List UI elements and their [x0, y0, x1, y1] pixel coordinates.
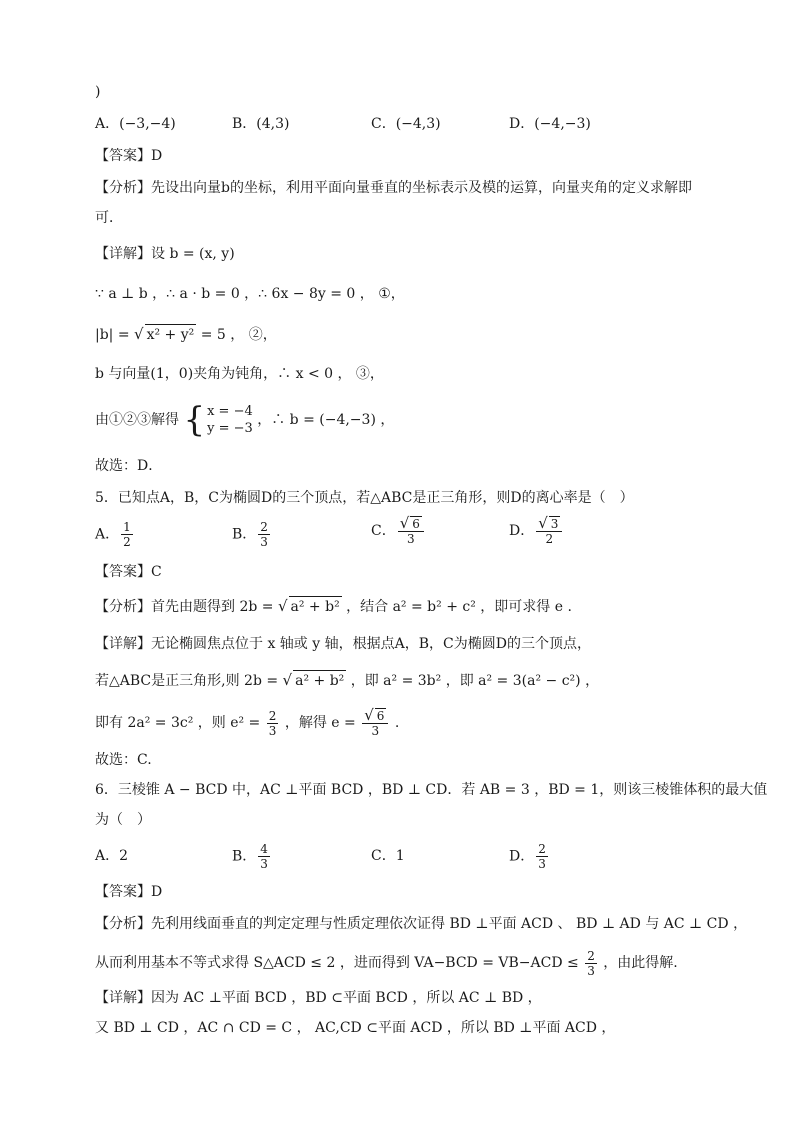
- q4-option-c: C．(−4,3): [371, 116, 441, 132]
- option-label: B．: [232, 848, 257, 865]
- q5-detail-line-2: [95, 670, 599, 691]
- denominator: 3: [260, 535, 268, 549]
- denominator: 3: [268, 723, 277, 738]
- denominator: 2: [123, 535, 131, 549]
- q4-detail-line-3: [95, 324, 277, 345]
- numerator: [362, 708, 388, 724]
- q6-stem-line-1: 6．三棱锥 A − BCD 中，AC ⊥平面 BCD ，BD ⊥ CD．若 AB = 3 ，BD = 1，则该三棱锥体积的最大值: [95, 782, 768, 798]
- q4-stem-tail: ): [95, 84, 101, 100]
- q4-detail-5-lead: 由①②③解得: [95, 412, 179, 428]
- q6-analysis-line-1: 【分析】先利用线面垂直的判定定理与性质定理依次证得 BD ⊥平面 ACD 、 BD ⊥ AD 与 AC ⊥ CD ，: [95, 916, 748, 932]
- q5-option-c: [371, 516, 426, 546]
- fraction: [536, 516, 562, 546]
- fraction: [267, 709, 279, 738]
- option-label: C．: [371, 523, 396, 539]
- q6-option-a: A．2: [95, 848, 129, 864]
- sqrt-sign-icon: √: [277, 597, 288, 615]
- q6-detail-line-1: 【详解】因为 AC ⊥平面 BCD ，BD ⊂平面 BCD ，所以 AC ⊥ BD ，: [95, 990, 542, 1006]
- fraction: [258, 520, 270, 549]
- equation-system: [183, 400, 253, 440]
- sqrt-sign-icon: √: [538, 514, 548, 532]
- option-label: D．: [509, 848, 535, 865]
- fraction: [258, 842, 270, 871]
- detail-tail: ，即 a² = 3b² ，即 a² = 3(a² − c²) ，: [346, 673, 600, 689]
- option-label: A．: [95, 526, 120, 543]
- q4-option-b: B．(4,3): [232, 116, 290, 132]
- radicand: 3: [550, 517, 559, 531]
- q4-detail-3-lead: |b| =: [95, 327, 135, 343]
- sqrt-sign-icon: √: [134, 325, 144, 343]
- q5-option-b: [232, 520, 272, 549]
- denominator: 3: [407, 532, 415, 546]
- q4-analysis-line-1: 【分析】先设出向量b的坐标，利用平面向量垂直的坐标表示及模的运算，向量夹角的定义求解即: [95, 180, 692, 196]
- numerator: 2: [587, 948, 595, 963]
- option-label: D．: [509, 523, 535, 539]
- fraction: [362, 708, 388, 738]
- denominator: 2: [545, 532, 554, 546]
- denominator: 3: [587, 963, 595, 978]
- numerator: 2: [538, 842, 546, 856]
- numerator: [536, 516, 562, 532]
- analysis-lead: 从而利用基本不等式求得 S△ACD ≤ 2 ，进而得到 VA−BCD = VB−ACD ≤: [95, 955, 584, 971]
- q6-analysis-line-2: [95, 946, 678, 980]
- numerator: 2: [268, 708, 277, 723]
- option-label: B．: [232, 526, 257, 543]
- q5-option-d: [509, 516, 564, 546]
- q4-detail-3-tail: = 5 ， ②，: [196, 327, 277, 343]
- q4-option-d: D．(−4,−3): [509, 116, 591, 132]
- q5-analysis: [95, 596, 572, 617]
- radicand: a² + b²: [293, 670, 346, 691]
- detail-tail: .: [390, 715, 400, 731]
- q4-detail-3-radicand: x² + y²: [145, 324, 197, 345]
- system-row-1: x = −4: [207, 404, 253, 419]
- analysis-lead: 【分析】首先由题得到 2b =: [95, 599, 278, 615]
- denominator: 3: [371, 724, 380, 738]
- fraction: [585, 949, 597, 978]
- analysis-tail: ，结合 a² = b² + c² ，即可求得 e .: [341, 599, 572, 615]
- numerator: 4: [260, 842, 268, 856]
- fraction: [121, 520, 133, 549]
- denominator: 3: [260, 857, 268, 871]
- q6-option-c: C．1: [371, 848, 405, 864]
- q4-analysis-line-2: 可．: [95, 210, 123, 226]
- sqrt-sign-icon: √: [364, 706, 374, 724]
- system-row-2: y = −3: [207, 421, 253, 436]
- q6-option-b: [232, 842, 272, 871]
- sqrt-sign-icon: √: [399, 514, 410, 532]
- q5-detail-line-3: [95, 706, 399, 740]
- fraction: [536, 842, 548, 871]
- radicand: 6: [376, 709, 385, 723]
- radicand: a² + b²: [289, 596, 342, 617]
- left-brace-icon: {: [183, 400, 206, 440]
- q4-detail-line-1: 【详解】设 b = (x, y): [95, 246, 235, 262]
- q4-detail-5-tail: ，∴ b = (−4,−3) ，: [257, 412, 395, 428]
- q4-answer: 【答案】D: [95, 148, 163, 164]
- detail-middle: ，解得 e =: [280, 715, 361, 731]
- q5-stem: 5．已知点A，B，C为椭圆D的三个顶点，若△ABC是正三角形，则D的离心率是（ ）: [95, 490, 634, 506]
- numerator: 2: [260, 520, 268, 534]
- sqrt-sign-icon: √: [282, 671, 293, 689]
- q4-detail-line-2: ∵ a ⊥ b ，∴ a · b = 0 ，∴ 6x − 8y = 0 ， ①，: [95, 286, 405, 302]
- q6-answer: 【答案】D: [95, 884, 163, 900]
- q6-stem-line-2: 为（ ）: [95, 812, 151, 828]
- q5-option-a: [95, 520, 135, 549]
- denominator: 3: [538, 857, 546, 871]
- q4-detail-line-4: b 与向量(1，0)夹角为钝角，∴ x < 0 ， ③，: [95, 366, 384, 382]
- fraction: [398, 516, 424, 546]
- numerator: [398, 516, 424, 532]
- q6-option-d: [509, 842, 550, 871]
- q5-answer: 【答案】C: [95, 564, 162, 580]
- radicand: 6: [412, 517, 420, 531]
- q4-detail-line-5: [95, 400, 394, 440]
- q4-option-a: A．(−3,−4): [95, 116, 176, 132]
- detail-lead: 若△ABC是正三角形,则 2b =: [95, 673, 283, 689]
- analysis-tail: ，由此得解.: [598, 955, 678, 971]
- numerator: 1: [123, 520, 131, 534]
- q5-conclusion: 故选：C.: [95, 752, 152, 768]
- q5-detail-line-1: 【详解】无论椭圆焦点位于 x 轴或 y 轴，根据点A，B，C为椭圆D的三个顶点，: [95, 636, 591, 652]
- detail-lead: 即有 2a² = 3c² ，则 e² =: [95, 715, 265, 731]
- q6-detail-line-2: 又 BD ⊥ CD ，AC ∩ CD = C ， AC,CD ⊂平面 ACD ，所以 BD ⊥平面 ACD ，: [95, 1020, 616, 1036]
- q4-conclusion: 故选：D．: [95, 458, 163, 474]
